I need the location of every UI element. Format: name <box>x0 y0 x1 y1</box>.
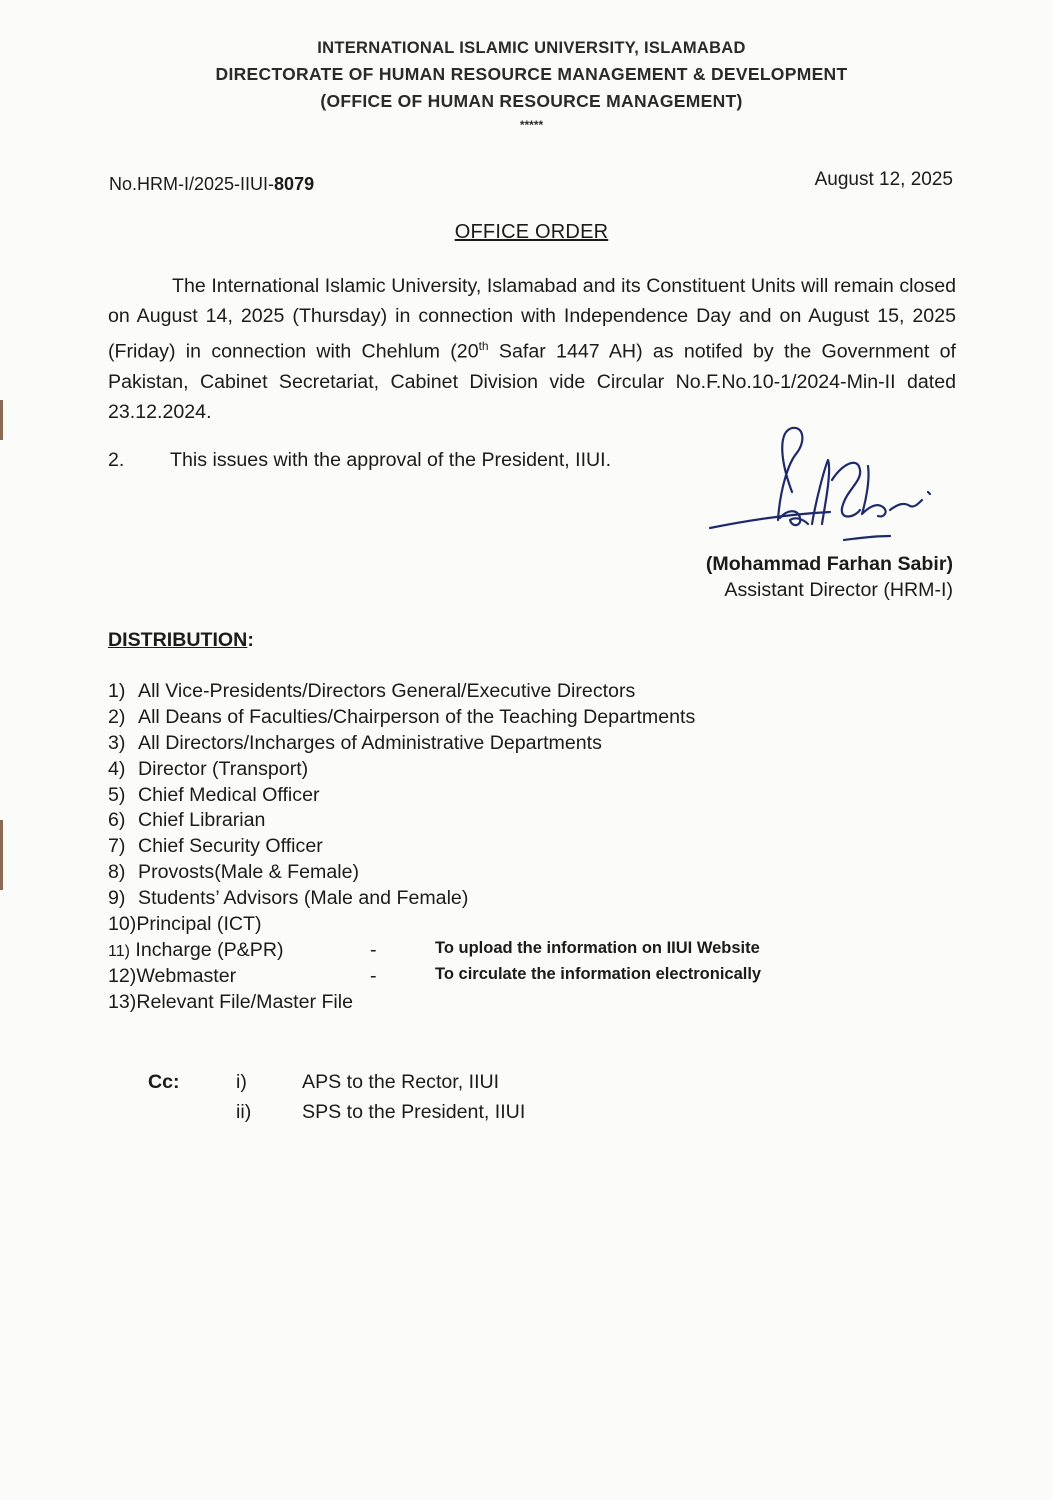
distribution-item-text: Students’ Advisors (Male and Female) <box>138 887 469 910</box>
cc-item-text: APS to the Rector, IIUI <box>302 1071 500 1093</box>
distribution-item-number: 7) <box>108 835 126 858</box>
distribution-item-dash: - <box>370 938 377 961</box>
directorate-name: DIRECTORATE OF HUMAN RESOURCE MANAGEMENT & DEVELOPMENT <box>215 64 848 84</box>
distribution-item-text: All Directors/Incharges of Administrative Departments <box>138 731 602 754</box>
distribution-item-number: 12) <box>108 964 137 987</box>
distribution-item <box>108 938 760 964</box>
distribution-item-number: 5) <box>108 783 126 806</box>
order-title <box>0 221 1053 244</box>
distribution-item-number: 6) <box>108 809 126 832</box>
distribution-item <box>108 679 695 705</box>
distribution-item-text: Relevant File/Master File <box>136 990 354 1013</box>
distribution-item <box>108 964 762 990</box>
header-stars: ***** <box>519 118 544 132</box>
distribution-item-number: 2) <box>108 705 126 728</box>
distribution-item-dash: - <box>370 964 377 987</box>
order-paragraph-2 <box>108 449 611 472</box>
cc-item-number: i) <box>236 1071 247 1093</box>
distribution-item-text: Chief Security Officer <box>138 835 323 858</box>
distribution-list <box>108 679 762 1016</box>
distribution-heading-text: DISTRIBUTION <box>108 629 248 651</box>
distribution-item-text: Principal (ICT) <box>136 913 262 936</box>
distribution-item-note: To upload the information on IIUI Website <box>435 938 760 957</box>
distribution-item <box>108 860 695 886</box>
cc-label: Cc: <box>148 1071 180 1093</box>
distribution-item <box>108 783 695 809</box>
order-title-text: OFFICE ORDER <box>454 221 609 243</box>
distribution-item-text: All Vice-Presidents/Directors General/Executive Directors <box>138 680 636 702</box>
distribution-item <box>108 731 695 757</box>
handwritten-signature <box>700 420 940 550</box>
signatory-block <box>706 551 953 603</box>
distribution-item <box>108 886 695 912</box>
distribution-item-number: 10) <box>108 913 137 936</box>
distribution-item-text: Chief Medical Officer <box>138 783 320 806</box>
reference-prefix: No.HRM-I/2025-IIUI- <box>109 174 275 194</box>
cc-item <box>236 1067 499 1097</box>
distribution-item-number: 13) <box>108 990 137 1013</box>
distribution-item <box>108 757 695 783</box>
letterhead <box>0 36 1053 132</box>
distribution-item-note: To circulate the information electronically <box>435 964 762 983</box>
reference-serial: 8079 <box>274 174 315 194</box>
signatory-name: (Mohammad Farhan Sabir) <box>705 553 953 575</box>
cc-item-number: ii) <box>236 1101 252 1123</box>
scan-edge-mark <box>0 820 3 890</box>
distribution-item-number: 4) <box>108 757 126 780</box>
paragraph-2-text: This issues with the approval of the President, IIUI. <box>170 449 612 471</box>
distribution-item-text: Chief Librarian <box>138 809 266 832</box>
reference-number <box>109 174 314 195</box>
paragraph-1-superscript: th <box>478 339 489 353</box>
order-paragraph-1 <box>108 271 956 427</box>
signatory-designation: Assistant Director (HRM-I) <box>724 579 953 601</box>
paragraph-2-number: 2. <box>108 449 125 471</box>
distribution-heading <box>108 629 254 652</box>
distribution-item-number: 3) <box>108 731 126 754</box>
scan-edge-mark <box>0 400 3 440</box>
distribution-item <box>108 912 695 938</box>
distribution-item-number: 1) <box>108 680 126 702</box>
distribution-item <box>108 808 695 834</box>
distribution-item-number: 9) <box>108 887 126 910</box>
order-date: August 12, 2025 <box>814 169 953 190</box>
distribution-item-text: Webmaster <box>136 964 237 987</box>
cc-item-text: SPS to the President, IIUI <box>302 1101 526 1123</box>
office-name: (OFFICE OF HUMAN RESOURCE MANAGEMENT) <box>320 91 743 111</box>
distribution-item <box>108 705 695 731</box>
cc-item <box>236 1097 525 1127</box>
distribution-item-text: Director (Transport) <box>138 757 309 780</box>
distribution-item-number: 8) <box>108 861 126 884</box>
distribution-item <box>108 834 695 860</box>
distribution-item-text: Provosts(Male & Female) <box>138 861 360 884</box>
distribution-item-text: Incharge (P&PR) <box>135 938 284 961</box>
university-name: INTERNATIONAL ISLAMIC UNIVERSITY, ISLAMABAD <box>317 39 746 57</box>
distribution-item-text: All Deans of Faculties/Chairperson of the Teaching Departments <box>138 705 696 728</box>
distribution-item-number: 11) <box>108 942 130 960</box>
distribution-heading-colon: : <box>247 629 254 651</box>
paragraph-1-text-b: Safar 1447 AH) as notifed by the Government of Pakistan, Cabinet Secretariat, Cabinet Division vide Circular No.F.No.10-1/2024-Min-II dated 23.12.2024. <box>108 340 956 423</box>
paragraph-1-text-a: The International Islamic University, Islamabad and its Constituent Units will remain closed on August 14, 2025 (Thursday) in connection with Independence Day and on August 15, 2025 (Friday) in connection with Chehlum (20 <box>108 275 956 363</box>
distribution-item <box>108 990 695 1016</box>
